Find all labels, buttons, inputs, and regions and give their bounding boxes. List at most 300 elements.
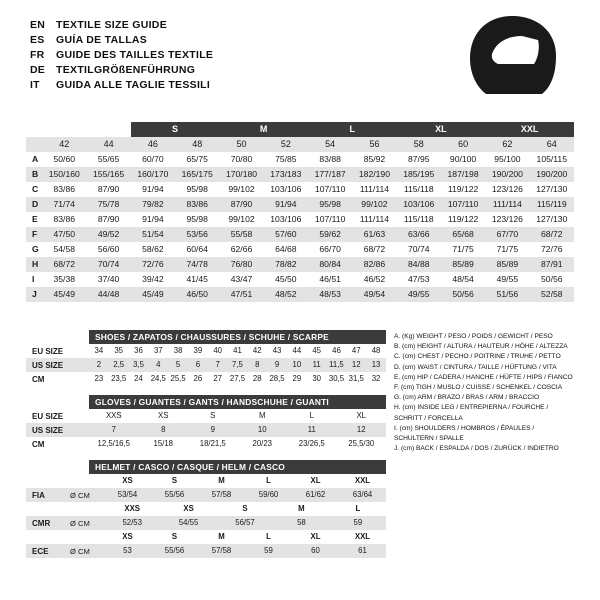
measurement-cell: 50/60 xyxy=(53,153,76,164)
measurement-cell: 48/54 xyxy=(452,273,474,284)
helmet-values xyxy=(104,488,386,502)
measurement-cell: 62/66 xyxy=(230,243,253,254)
row-label: I xyxy=(32,273,35,284)
measurement-cell: 75/85 xyxy=(275,153,297,164)
measurement-cell: 79/82 xyxy=(142,198,164,209)
shoes-cell: 24 xyxy=(134,374,143,383)
measurement-cell: 71/75 xyxy=(452,243,474,254)
measurement-cell: 107/110 xyxy=(314,213,346,224)
measurement-cell: 91/94 xyxy=(275,198,297,209)
helmet-unit-label: Ø CM xyxy=(70,518,90,528)
measurement-cell: 66/70 xyxy=(319,243,341,254)
shoes-cell: 23 xyxy=(94,374,104,383)
helmet-header-unit-spacer xyxy=(70,474,104,488)
measurement-cell: 45/49 xyxy=(53,288,76,299)
helmet-size-label: XS xyxy=(122,476,133,485)
gloves-section-title: GLOVES / GUANTES / GANTS / HANDSCHUHE / GUANTI xyxy=(89,395,386,409)
measurement-cell: 58/62 xyxy=(142,243,164,254)
gloves-row-label: EU SIZE xyxy=(32,411,64,421)
numeric-header-cell: 54 xyxy=(308,137,352,152)
helmet-value-row xyxy=(26,516,386,530)
gloves-row xyxy=(26,437,386,451)
lang-title: TEXTILE SIZE GUIDE xyxy=(56,19,167,31)
header xyxy=(30,18,450,93)
measurement-cell: 71/75 xyxy=(496,243,519,254)
measurement-cell: 50/56 xyxy=(452,288,474,299)
measurement-cell: 51/54 xyxy=(142,228,164,239)
measurement-cell: 67/70 xyxy=(496,228,519,239)
measurement-cell: 65/68 xyxy=(452,228,474,239)
legend-item: G. (cm) ARM / BRAZO / BRAS / ARM / BRACCIO xyxy=(394,394,540,402)
lang-code: DE xyxy=(30,64,45,76)
gloves-values xyxy=(89,423,386,437)
measurement-cell: 123/126 xyxy=(491,213,523,224)
measurement-cell: 47/51 xyxy=(230,288,253,299)
lower-section xyxy=(26,330,574,558)
helmet-header-row xyxy=(26,530,386,544)
shoes-cell: 8 xyxy=(255,360,260,369)
numeric-header-cell: 64 xyxy=(530,137,574,152)
measurement-cell: 54/58 xyxy=(53,243,76,254)
helmet-cell: 55/56 xyxy=(164,490,185,499)
legend-item: SCHULTERN / SPALLE xyxy=(394,435,464,443)
measurement-cell: 177/187 xyxy=(314,168,346,179)
size-band-s: S xyxy=(131,122,220,137)
shoes-cell: 9 xyxy=(274,360,280,369)
measurement-cell: 46/51 xyxy=(319,273,341,284)
measurement-cell: 45/49 xyxy=(142,288,164,299)
shoes-cell: 7 xyxy=(215,360,220,369)
measurement-cell: 91/94 xyxy=(142,213,164,224)
shoes-cell: 37 xyxy=(153,346,163,355)
shoes-cell: 27,5 xyxy=(229,374,246,383)
helmet-cell: 59 xyxy=(264,546,273,555)
table-row xyxy=(26,182,574,197)
helmet-size-label: L xyxy=(266,476,271,485)
helmet-size-label: XS xyxy=(183,504,194,513)
measurement-cell: 155/165 xyxy=(93,168,125,179)
shoes-cell: 11 xyxy=(312,360,321,369)
measurement-cell: 119/122 xyxy=(447,183,479,194)
measurement-cell: 107/110 xyxy=(447,198,479,209)
helmet-unit-label: Ø CM xyxy=(70,546,90,556)
row-label: A xyxy=(32,153,39,164)
gloves-cell: XL xyxy=(356,411,367,420)
measurement-cell: 80/84 xyxy=(319,258,341,269)
helmet-size-label: M xyxy=(218,476,225,485)
helmet-cell: 61/62 xyxy=(305,490,326,499)
shoes-cell: 25,5 xyxy=(170,374,186,383)
table-row xyxy=(26,257,574,272)
helmet-icon xyxy=(464,14,560,100)
shoes-cell: 5 xyxy=(175,360,181,369)
measurement-cell: 85/92 xyxy=(363,153,386,164)
measurement-cell: 87/91 xyxy=(541,258,563,269)
row-label: E xyxy=(32,213,38,224)
measurement-cell: 49/52 xyxy=(97,228,120,239)
gloves-cell: 9 xyxy=(210,425,215,434)
measurement-cell: 150/160 xyxy=(48,168,80,179)
legend-item: A. (Kg) WEIGHT / PESO / POIDS / GEWICHT / PESO xyxy=(394,333,553,340)
gloves-cell: 15/18 xyxy=(153,439,173,448)
helmet-header-values xyxy=(104,502,386,516)
helmet-values xyxy=(104,544,386,558)
measurement-cell: 127/130 xyxy=(536,183,568,194)
measurement-cell: 190/200 xyxy=(491,168,523,179)
measurement-cell: 48/53 xyxy=(319,288,341,299)
row-label: H xyxy=(32,258,39,269)
gloves-cell: 18/21,5 xyxy=(199,439,226,448)
language-row xyxy=(30,48,450,63)
row-label: C xyxy=(32,183,39,194)
measurement-cell: 87/95 xyxy=(408,153,430,164)
measurement-cell: 60/64 xyxy=(186,243,208,254)
measurement-cell: 103/106 xyxy=(403,198,435,209)
legend-item: D. (cm) WAIST / CINTURA / TAILLE / HÜFTUNG / VITA xyxy=(394,363,557,371)
measurement-cell: 182/190 xyxy=(358,168,390,179)
helmet-cell: 60 xyxy=(311,546,320,555)
numeric-header-cell: 62 xyxy=(485,137,529,152)
numeric-header-cell: 44 xyxy=(86,137,130,152)
shoes-cell: 26 xyxy=(193,374,203,383)
helmet-cell: 59/60 xyxy=(258,490,279,499)
shoes-cell: 34 xyxy=(94,346,104,355)
measurement-cell: 95/98 xyxy=(186,213,208,224)
gloves-cell: XXS xyxy=(105,411,122,420)
legend-item: SCHRITT / FORCELLA xyxy=(394,414,463,422)
helmet-size-label: XXL xyxy=(354,476,371,485)
measurement-cell: 46/50 xyxy=(186,288,208,299)
shoes-cell: 42 xyxy=(252,346,262,355)
shoes-cell: 43 xyxy=(272,346,282,355)
helmet-header-values xyxy=(104,530,386,544)
helmet-header-row xyxy=(26,474,386,488)
helmet-size-label: M xyxy=(218,532,225,541)
size-band-blank xyxy=(42,122,131,137)
shoes-cell: 11,5 xyxy=(329,360,344,369)
helmet-cell: 55/56 xyxy=(164,546,185,555)
helmet-rows xyxy=(26,474,386,558)
helmet-cell: 54/55 xyxy=(178,518,199,527)
measurement-cell: 103/106 xyxy=(270,213,302,224)
shoes-cell: 44 xyxy=(292,346,302,355)
measurement-cell: 105/115 xyxy=(536,153,567,164)
measurement-cell: 173/183 xyxy=(270,168,302,179)
helmet-section-title: HELMET / CASCO / CASQUE / HELM / CASCO xyxy=(89,460,386,474)
gloves-row-label: CM xyxy=(32,439,45,449)
table-row xyxy=(26,212,574,227)
table-row xyxy=(26,227,574,242)
measurement-cell: 59/62 xyxy=(319,228,341,239)
measurement-cell: 165/175 xyxy=(181,168,213,179)
measurement-cell: 57/60 xyxy=(275,228,297,239)
shoes-cell: 30,5 xyxy=(328,374,345,383)
helmet-size-label: L xyxy=(266,532,271,541)
row-label: B xyxy=(32,168,39,179)
lang-title: GUIDE DES TAILLES TEXTILE xyxy=(56,49,214,61)
shoes-cell: 46 xyxy=(332,346,341,355)
measurement-cell: 95/98 xyxy=(186,183,208,194)
helmet-cell: 57/58 xyxy=(211,546,232,555)
measurement-cell: 111/114 xyxy=(359,213,390,224)
measurement-cell: 71/74 xyxy=(53,198,76,209)
numeric-header-row xyxy=(26,137,574,152)
measurement-cell: 95/100 xyxy=(494,153,521,164)
measurement-cell: 87/90 xyxy=(97,213,120,224)
measurement-cell: 44/48 xyxy=(97,288,120,299)
shoes-cell: 28,5 xyxy=(269,374,285,383)
measurement-cell: 64/68 xyxy=(275,243,297,254)
shoes-cell: 4 xyxy=(156,360,161,369)
gloves-cell: 8 xyxy=(161,425,166,434)
measurement-cell: 61/63 xyxy=(363,228,386,239)
measurement-cell: 115/119 xyxy=(536,198,567,209)
shoes-row-label: CM xyxy=(32,374,45,384)
gloves-cell: 12 xyxy=(356,425,366,434)
shoes-cell: 30 xyxy=(312,374,321,383)
gloves-cell: 7 xyxy=(111,425,116,434)
shoes-section-title: SHOES / ZAPATOS / CHAUSSURES / SCHUHE / SCARPE xyxy=(89,330,386,344)
helmet-cell: 52/53 xyxy=(122,518,142,527)
measurement-cell: 90/100 xyxy=(449,153,477,164)
gloves-cell: M xyxy=(259,411,266,420)
helmet-size-label: XL xyxy=(310,532,321,541)
measurement-cell: 70/80 xyxy=(230,153,253,164)
measurement-cell: 70/74 xyxy=(97,258,120,269)
numeric-header-cell: 56 xyxy=(352,137,396,152)
measurement-cell: 185/195 xyxy=(403,168,435,179)
measurement-cell: 99/102 xyxy=(228,213,255,224)
gloves-row-label: US SIZE xyxy=(32,425,64,435)
gloves-cell: 25,5/30 xyxy=(348,439,375,448)
measurement-cell: 50/56 xyxy=(541,273,563,284)
helmet-header-unit-spacer xyxy=(70,530,104,544)
helmet-cell: 56/57 xyxy=(235,518,255,527)
measurement-cell: 65/75 xyxy=(186,153,208,164)
table-row xyxy=(26,287,574,302)
gloves-cell: 20/23 xyxy=(252,439,272,448)
gloves-cell: S xyxy=(210,411,216,420)
shoes-cell: 28 xyxy=(252,374,262,383)
size-band-l: L xyxy=(308,122,397,137)
measurement-cell: 39/42 xyxy=(142,273,164,284)
measurement-cell: 87/90 xyxy=(230,198,253,209)
lang-code: FR xyxy=(30,49,45,61)
measurement-cell: 55/65 xyxy=(97,153,120,164)
gloves-cell: 12,5/16,5 xyxy=(97,439,131,448)
measurement-cell: 49/55 xyxy=(496,273,519,284)
measurement-cell: 85/89 xyxy=(452,258,474,269)
helmet-size-label: L xyxy=(355,504,361,513)
numeric-header-cell: 58 xyxy=(397,137,441,152)
helmet-size-label: S xyxy=(171,476,178,485)
gloves-cell: 11 xyxy=(307,425,316,434)
helmet-cell: 63/64 xyxy=(352,490,373,499)
measurement-cell: 60/70 xyxy=(142,153,164,164)
table-row xyxy=(26,197,574,212)
gloves-cell: L xyxy=(309,411,314,420)
measurement-cell: 72/76 xyxy=(142,258,164,269)
shoes-row xyxy=(26,358,386,372)
shoes-cell: 13 xyxy=(371,360,381,369)
legend-item: C. (cm) CHEST / PECHO / POITRINE / TRUHE / PETTO xyxy=(394,353,561,361)
gloves-cell: 10 xyxy=(257,425,267,434)
measurement-cell: 49/55 xyxy=(408,288,430,299)
shoes-cell: 23,5 xyxy=(111,374,127,383)
shoes-row xyxy=(26,372,386,386)
measurement-cell: 85/89 xyxy=(496,258,519,269)
helmet-standard-label: FIA xyxy=(32,490,45,500)
measurement-cell: 99/102 xyxy=(361,198,388,209)
numeric-header-spacer xyxy=(26,137,42,152)
shoes-cell: 2,5 xyxy=(113,360,125,369)
measurement-cell: 41/45 xyxy=(186,273,208,284)
shoes-cell: 38 xyxy=(173,346,183,355)
measurement-cell: 107/110 xyxy=(314,183,346,194)
shoes-cell: 7,5 xyxy=(232,360,243,369)
legend-item: F. (cm) TIGH / MUSLO / CUISSE / SCHENKEL / COSCIA xyxy=(394,384,563,392)
numeric-header-cell: 46 xyxy=(131,137,175,152)
helmet-header-row xyxy=(26,502,386,516)
gloves-row xyxy=(26,423,386,437)
lang-title: GUÍA DE TALLAS xyxy=(56,34,148,46)
measurement-cell: 83/88 xyxy=(319,153,341,164)
table-row xyxy=(26,272,574,287)
lang-code: ES xyxy=(30,34,45,46)
table-row xyxy=(26,167,574,182)
helmet-size-label: XXL xyxy=(354,532,371,541)
measurement-cell: 111/114 xyxy=(492,198,522,209)
legend-item: J. (cm) BACK / ESPALDA / DOS / ZURÜCK / INDIETRO xyxy=(394,445,559,453)
helmet-unit-label: Ø CM xyxy=(70,490,90,500)
legend-item: H. (cm) INSIDE LEG / ENTREPIERNA / FOURCHE / xyxy=(394,404,549,412)
shoes-cell: 36 xyxy=(134,346,143,355)
shoes-cell: 2 xyxy=(96,360,102,369)
shoes-cell: 40 xyxy=(213,346,223,355)
helmet-size-label: XS xyxy=(122,532,133,541)
measurement-cell: 160/170 xyxy=(137,168,169,179)
sub-tables xyxy=(26,330,386,558)
helmet-standard-label: ECE xyxy=(32,546,49,556)
shoes-values xyxy=(89,372,386,386)
numeric-header-cell: 42 xyxy=(42,137,86,152)
numeric-header-cell: 48 xyxy=(175,137,219,152)
helmet-cell: 57/58 xyxy=(211,490,232,499)
shoes-rows xyxy=(26,344,386,386)
shoes-row xyxy=(26,344,386,358)
measurement-cell: 53/56 xyxy=(186,228,208,239)
measurement-cell: 115/118 xyxy=(403,213,434,224)
measurement-cell: 43/47 xyxy=(230,273,253,284)
numeric-header-cell: 60 xyxy=(441,137,485,152)
helmet-header-spacer xyxy=(26,502,70,516)
gloves-cell: 23/26,5 xyxy=(298,439,325,448)
helmet-value-row xyxy=(26,544,386,558)
legend-item: B. (cm) HEIGHT / ALTURA / HAUTEUR / HÖHE / ALTEZZA xyxy=(394,343,568,351)
measurement-cell: 37/40 xyxy=(97,273,120,284)
helmet-values xyxy=(104,516,386,530)
measurement-cell: 72/76 xyxy=(541,243,563,254)
measurement-cell: 119/122 xyxy=(447,213,479,224)
table-row xyxy=(26,242,574,257)
measurement-cell: 51/56 xyxy=(496,288,519,299)
language-row xyxy=(30,63,450,78)
measurement-cell: 45/50 xyxy=(275,273,297,284)
helmet-header-values xyxy=(104,474,386,488)
helmet-cell: 53 xyxy=(123,546,132,555)
measurement-cell: 123/126 xyxy=(491,183,523,194)
helmet-size-label: XXS xyxy=(124,504,140,513)
language-row xyxy=(30,18,450,33)
measurement-cell: 68/72 xyxy=(363,243,386,254)
helmet-cell: 58 xyxy=(297,518,306,527)
size-band-xl: XL xyxy=(397,122,486,137)
shoes-cell: 24,5 xyxy=(150,374,166,383)
table-row xyxy=(26,152,574,167)
lang-code: IT xyxy=(30,79,40,91)
measurement-cell: 75/78 xyxy=(97,198,120,209)
shoes-cell: 39 xyxy=(193,346,203,355)
shoes-cell: 32 xyxy=(371,374,381,383)
measurement-cell: 74/78 xyxy=(186,258,208,269)
measurement-cell: 83/86 xyxy=(53,213,76,224)
gloves-values xyxy=(89,437,386,451)
measurement-cell: 190/200 xyxy=(536,168,568,179)
shoes-cell: 6 xyxy=(195,360,201,369)
measurement-cell: 170/180 xyxy=(225,168,258,179)
lang-title: TEXTILGRÖßENFÜHRUNG xyxy=(56,64,196,76)
measurement-cell: 52/58 xyxy=(541,288,563,299)
measurement-cell: 82/86 xyxy=(363,258,386,269)
measurement-cell: 95/98 xyxy=(319,198,341,209)
measurement-cell: 187/198 xyxy=(447,168,479,179)
measurement-cell: 48/52 xyxy=(275,288,297,299)
measurement-cell: 76/80 xyxy=(230,258,253,269)
legend-item: E. (cm) HIP / CADERA / HANCHE / HÜFTE / HIPS / FIANCO xyxy=(394,373,573,381)
helmet-header-unit-spacer xyxy=(70,502,104,516)
legend-item: I. (cm) SHOULDERS / HOMBROS / ÉPAULES / xyxy=(394,424,535,432)
band-spacer xyxy=(26,122,42,137)
helmet-size-label: S xyxy=(171,532,178,541)
size-band-row xyxy=(26,122,574,137)
gloves-values xyxy=(89,409,386,423)
numeric-header-cell: 52 xyxy=(264,137,308,152)
shoes-cell: 48 xyxy=(371,346,381,355)
measurement-cell: 70/74 xyxy=(408,243,430,254)
measurement-cell: 46/52 xyxy=(363,273,386,284)
helmet-standard-label: CMR xyxy=(32,518,51,528)
measurement-cell: 63/66 xyxy=(408,228,430,239)
measurement-cell: 84/88 xyxy=(408,258,430,269)
measurement-cell: 87/90 xyxy=(97,183,120,194)
shoes-cell: 27 xyxy=(213,374,223,383)
measurement-cell: 47/53 xyxy=(408,273,430,284)
measurement-cell: 35/38 xyxy=(53,273,76,284)
measurement-cell: 99/102 xyxy=(228,183,255,194)
row-label: J xyxy=(32,288,37,299)
measurement-cell: 68/72 xyxy=(541,228,563,239)
language-row xyxy=(30,78,450,93)
lang-code: EN xyxy=(30,19,45,31)
gloves-rows xyxy=(26,409,386,451)
gloves-cell: XS xyxy=(158,411,169,420)
measurement-cell: 68/72 xyxy=(53,258,76,269)
shoes-cell: 3,5 xyxy=(133,360,144,369)
shoes-row-label: EU SIZE xyxy=(32,346,64,356)
size-band-m: M xyxy=(219,122,308,137)
size-band-xxl: XXL xyxy=(485,122,574,137)
shoes-cell: 31,5 xyxy=(348,374,364,383)
